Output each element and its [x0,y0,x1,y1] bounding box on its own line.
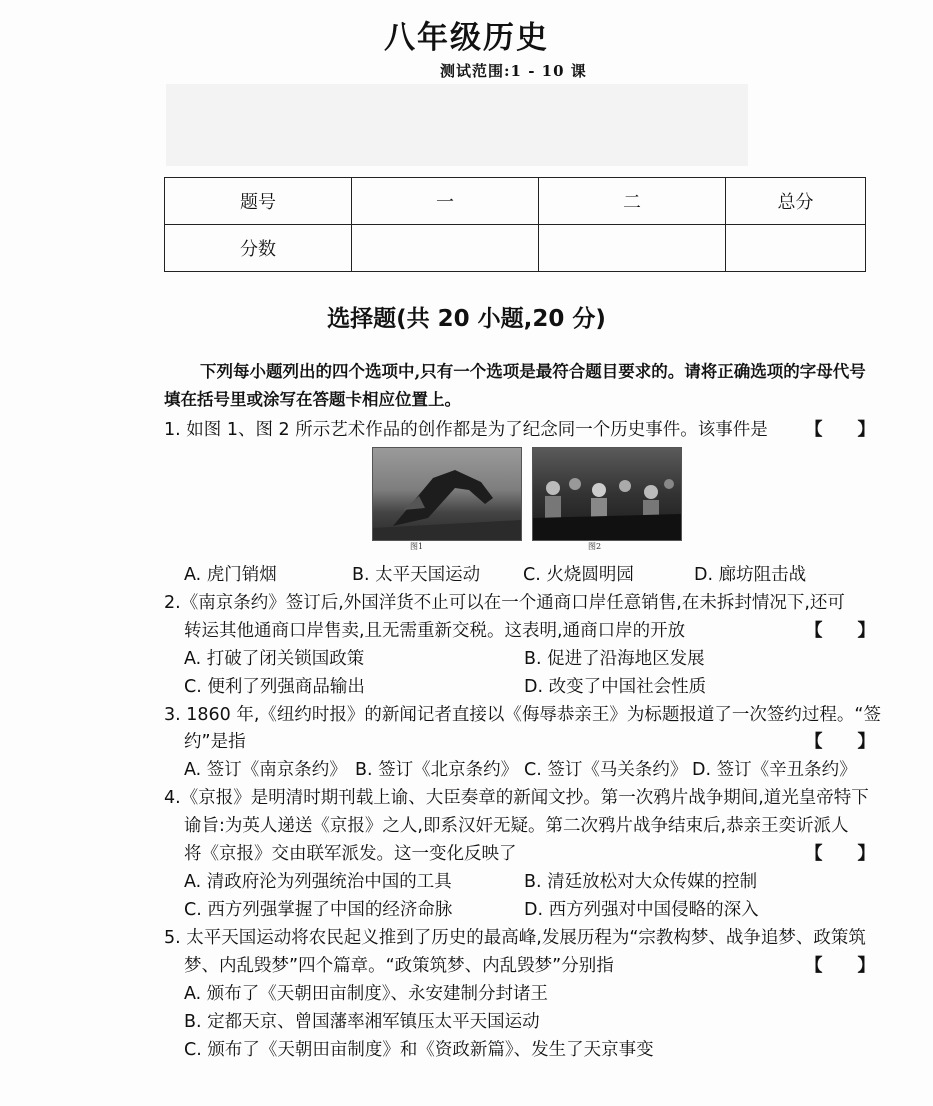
question-2-option-b[interactable]: B. 促进了沿海地区发展 [524,649,705,669]
question-4-stem-line-3: 将《京报》交由联军派发。这一变化反映了 [184,844,517,864]
question-5-option-a[interactable]: A. 颁布了《天朝田亩制度》、永安建制分封诸王 [184,984,549,1004]
score-table-score-row [165,225,866,272]
score-input-cell[interactable] [726,225,866,272]
question-2-option-d[interactable]: D. 改变了中国社会性质 [524,677,707,697]
question-3-option-b[interactable]: B. 签订《北京条约》 [355,760,519,780]
answer-bracket[interactable]: 【 】 [805,732,875,752]
question-4-option-d[interactable]: D. 西方列强对中国侵略的深入 [524,900,759,920]
figure-1-sculpture-image [372,447,522,541]
score-row-label: 分数 [165,225,352,272]
answer-bracket[interactable]: 【 】 [805,621,875,641]
test-scope: 测试范围:1 - 10 课 [440,62,587,80]
score-input-cell[interactable] [352,225,539,272]
question-1-option-b[interactable]: B. 太平天国运动 [352,565,481,585]
score-header-cell: 总分 [726,178,866,225]
question-3-stem-line-1: 3. 1860 年,《纽约时报》的新闻记者直接以《侮辱恭亲王》为标题报道了一次签约过程。“签 [164,705,881,725]
score-table-header-row [165,178,866,225]
crowd-silhouette-icon [533,448,681,540]
section-title: 选择题(共 20 小题,20 分) [327,306,606,332]
question-4-stem-line-2: 谕旨:为英人递送《京报》之人,即系汉奸无疑。第二次鸦片战争结束后,恭亲王奕䜣派人 [184,816,849,836]
score-header-cell: 二 [539,178,726,225]
question-3-option-a[interactable]: A. 签订《南京条约》 [184,760,347,780]
score-table [164,177,866,272]
question-2-stem-line-2: 转运其他通商口岸售卖,且无需重新交税。这表明,通商口岸的开放 [184,621,686,641]
page-title: 八年级历史 [384,20,549,56]
sculpture-silhouette-icon [373,448,521,540]
answer-bracket[interactable]: 【 】 [805,956,875,976]
blank-area [166,84,748,166]
question-3-option-c[interactable]: C. 签订《马关条约》 [524,760,688,780]
question-5-option-b[interactable]: B. 定都天京、曾国藩率湘军镇压太平天国运动 [184,1012,540,1032]
answer-bracket[interactable]: 【 】 [805,420,875,440]
question-4-option-a[interactable]: A. 清政府沦为列强统治中国的工具 [184,872,452,892]
figure-2-painting-image [532,447,682,541]
figure-1-caption: 图1 [410,542,424,551]
question-1-stem: 1. 如图 1、图 2 所示艺术作品的创作都是为了纪念同一个历史事件。该事件是 [164,420,768,440]
question-4-stem-line-1: 4.《京报》是明清时期刊载上谕、大臣奏章的新闻文抄。第一次鸦片战争期间,道光皇帝特下 [164,788,869,808]
question-2-option-a[interactable]: A. 打破了闭关锁国政策 [184,649,365,669]
score-header-cell: 题号 [165,178,352,225]
score-header-cell: 一 [352,178,539,225]
question-2-option-c[interactable]: C. 便利了列强商品输出 [184,677,365,697]
question-1-option-c[interactable]: C. 火烧圆明园 [523,565,634,585]
question-2-stem-line-1: 2.《南京条约》签订后,外国洋货不止可以在一个通商口岸任意销售,在未拆封情况下,还可 [164,593,845,613]
question-1-option-d[interactable]: D. 廊坊阻击战 [694,565,807,585]
question-3-stem-line-2: 约”是指 [184,732,246,752]
question-3-option-d[interactable]: D. 签订《辛丑条约》 [692,760,857,780]
question-4-option-c[interactable]: C. 西方列强掌握了中国的经济命脉 [184,900,453,920]
score-input-cell[interactable] [539,225,726,272]
figure-2-caption: 图2 [588,542,602,551]
question-1-option-a[interactable]: A. 虎门销烟 [184,565,277,585]
question-5-option-c[interactable]: C. 颁布了《天朝田亩制度》和《资政新篇》、发生了天京事变 [184,1040,654,1060]
question-5-stem-line-1: 5. 太平天国运动将农民起义推到了历史的最高峰,发展历程为“宗教构梦、战争追梦、政策筑 [164,928,866,948]
section-instructions: 下列每小题列出的四个选项中,只有一个选项是最符合题目要求的。请将正确选项的字母代号填在括号里或涂写在答题卡相应位置上。 [164,362,866,409]
answer-bracket[interactable]: 【 】 [805,844,875,864]
question-4-option-b[interactable]: B. 清廷放松对大众传媒的控制 [524,872,758,892]
question-5-stem-line-2: 梦、内乱毁梦”四个篇章。“政策筑梦、内乱毁梦”分别指 [184,956,614,976]
